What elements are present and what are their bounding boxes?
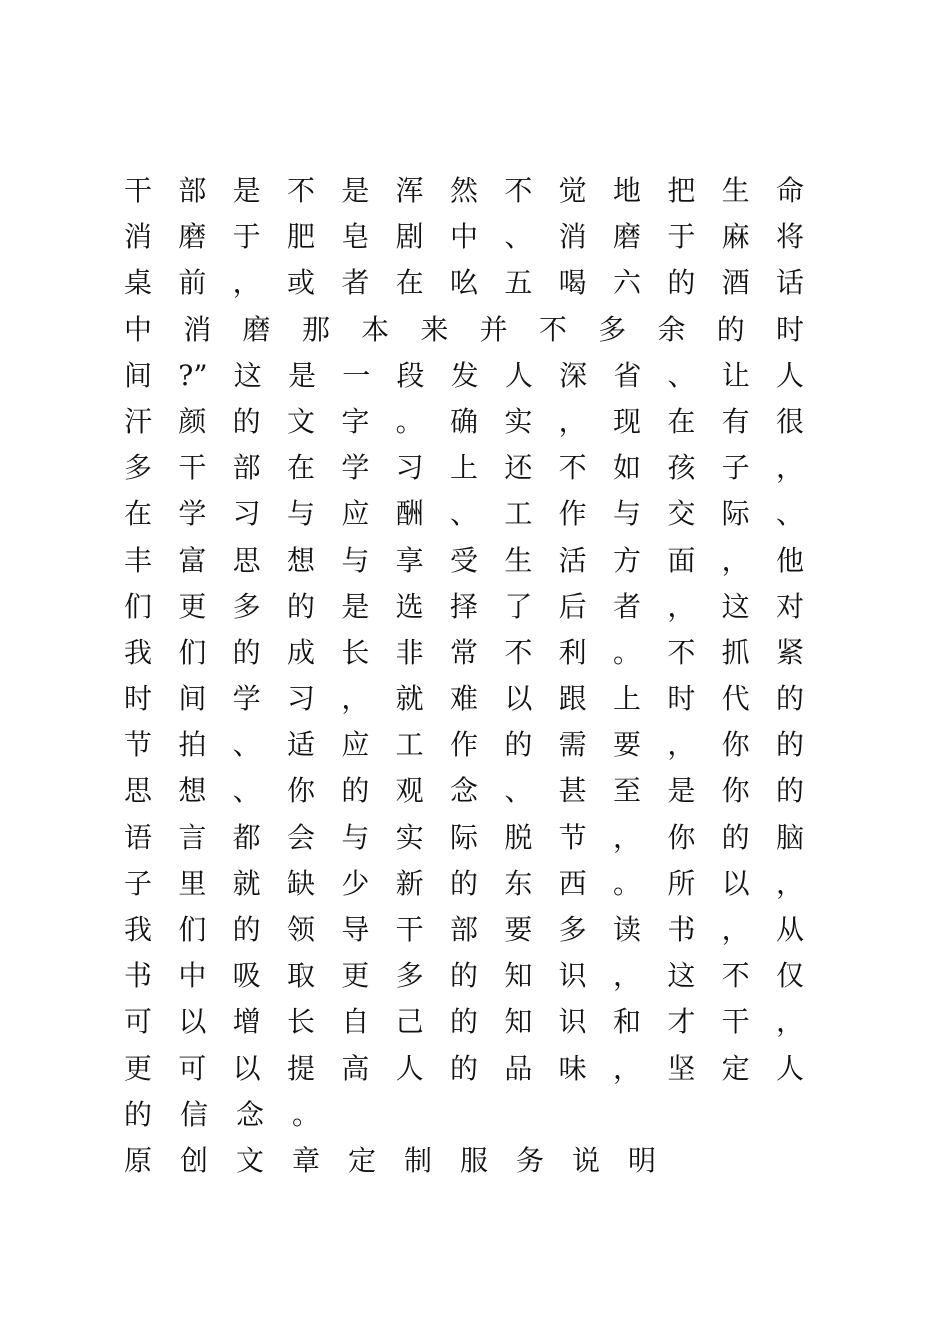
footer-heading: 原创文章定制服务说明 xyxy=(124,1143,685,1177)
paragraph-line: 在学习与应酬、工作与交际、 xyxy=(124,497,804,531)
paragraph-line: 语言都会与实际脱节，你的脑 xyxy=(124,820,804,854)
paragraph-line: 思想、你的观念、甚至是你的 xyxy=(124,774,804,808)
paragraph-last-line: 的信念。 xyxy=(124,1097,349,1131)
paragraph-line: 节拍、适应工作的需要，你的 xyxy=(124,728,804,762)
paragraph-line: 们更多的是选择了后者，这对 xyxy=(124,589,804,623)
paragraph-line: 间?”这是一段发人深省、让人 xyxy=(124,358,804,392)
paragraph-line: 子里就缺少新的东西。所以， xyxy=(124,866,804,900)
paragraph-line: 汗颜的文字。确实，现在有很 xyxy=(124,404,804,438)
paragraph-line: 时间学习，就难以跟上时代的 xyxy=(124,682,804,716)
paragraph-line: 桌前，或者在吆五喝六的酒话 xyxy=(124,266,804,300)
paragraph-line: 我们的成长非常不利。不抓紧 xyxy=(124,635,804,669)
paragraph-line: 书中吸取更多的知识，这不仅 xyxy=(124,959,804,993)
paragraph-line: 我们的领导干部要多读书，从 xyxy=(124,913,804,946)
paragraph-line: 多干部在学习上还不如孩子， xyxy=(124,451,804,485)
paragraph-line: 中消磨那本来并不多余的时 xyxy=(124,312,804,346)
paragraph-line: 可以增长自己的知识和才干， xyxy=(124,1005,804,1039)
paragraph-line: 更可以提高人的品味，坚定人 xyxy=(124,1051,804,1085)
body-text xyxy=(124,168,804,1184)
paragraph-line: 干部是不是浑然不觉地把生命 xyxy=(124,174,804,207)
paragraph-line: 消磨于肥皂剧中、消磨于麻将 xyxy=(124,220,804,254)
paragraph-line: 丰富思想与享受生活方面，他 xyxy=(124,543,804,577)
